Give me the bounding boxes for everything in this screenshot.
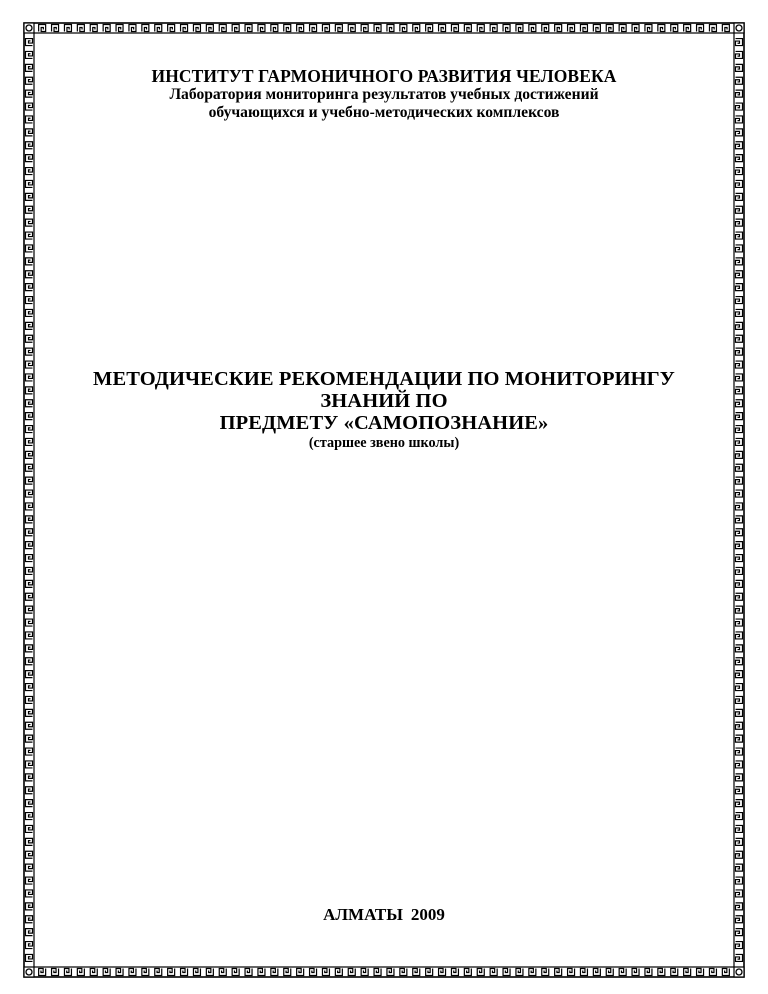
publication-footer (0, 905, 768, 925)
laboratory-name-line-1: Лаборатория мониторинга результатов учебных достижений (169, 86, 599, 103)
document-title (0, 368, 768, 452)
title-subtitle: (старшее звено школы) (308, 435, 460, 451)
institute-name: ИНСТИТУТ ГАРМОНИЧНОГО РАЗВИТИЯ ЧЕЛОВЕКА (151, 66, 617, 86)
title-line-1: МЕТОДИЧЕСКИЕ РЕКОМЕНДАЦИИ ПО МОНИТОРИНГУ (93, 368, 675, 390)
institute-header (0, 66, 768, 122)
publication-city: АЛМАТЫ (323, 905, 403, 924)
title-line-3: ПРЕДМЕТУ «САМОПОЗНАНИЕ» (219, 412, 549, 434)
laboratory-name-line-2: обучающихся и учебно-методических комплексов (208, 104, 560, 121)
title-line-2: ЗНАНИЙ ПО (320, 390, 448, 412)
publication-year: 2009 (410, 905, 445, 924)
